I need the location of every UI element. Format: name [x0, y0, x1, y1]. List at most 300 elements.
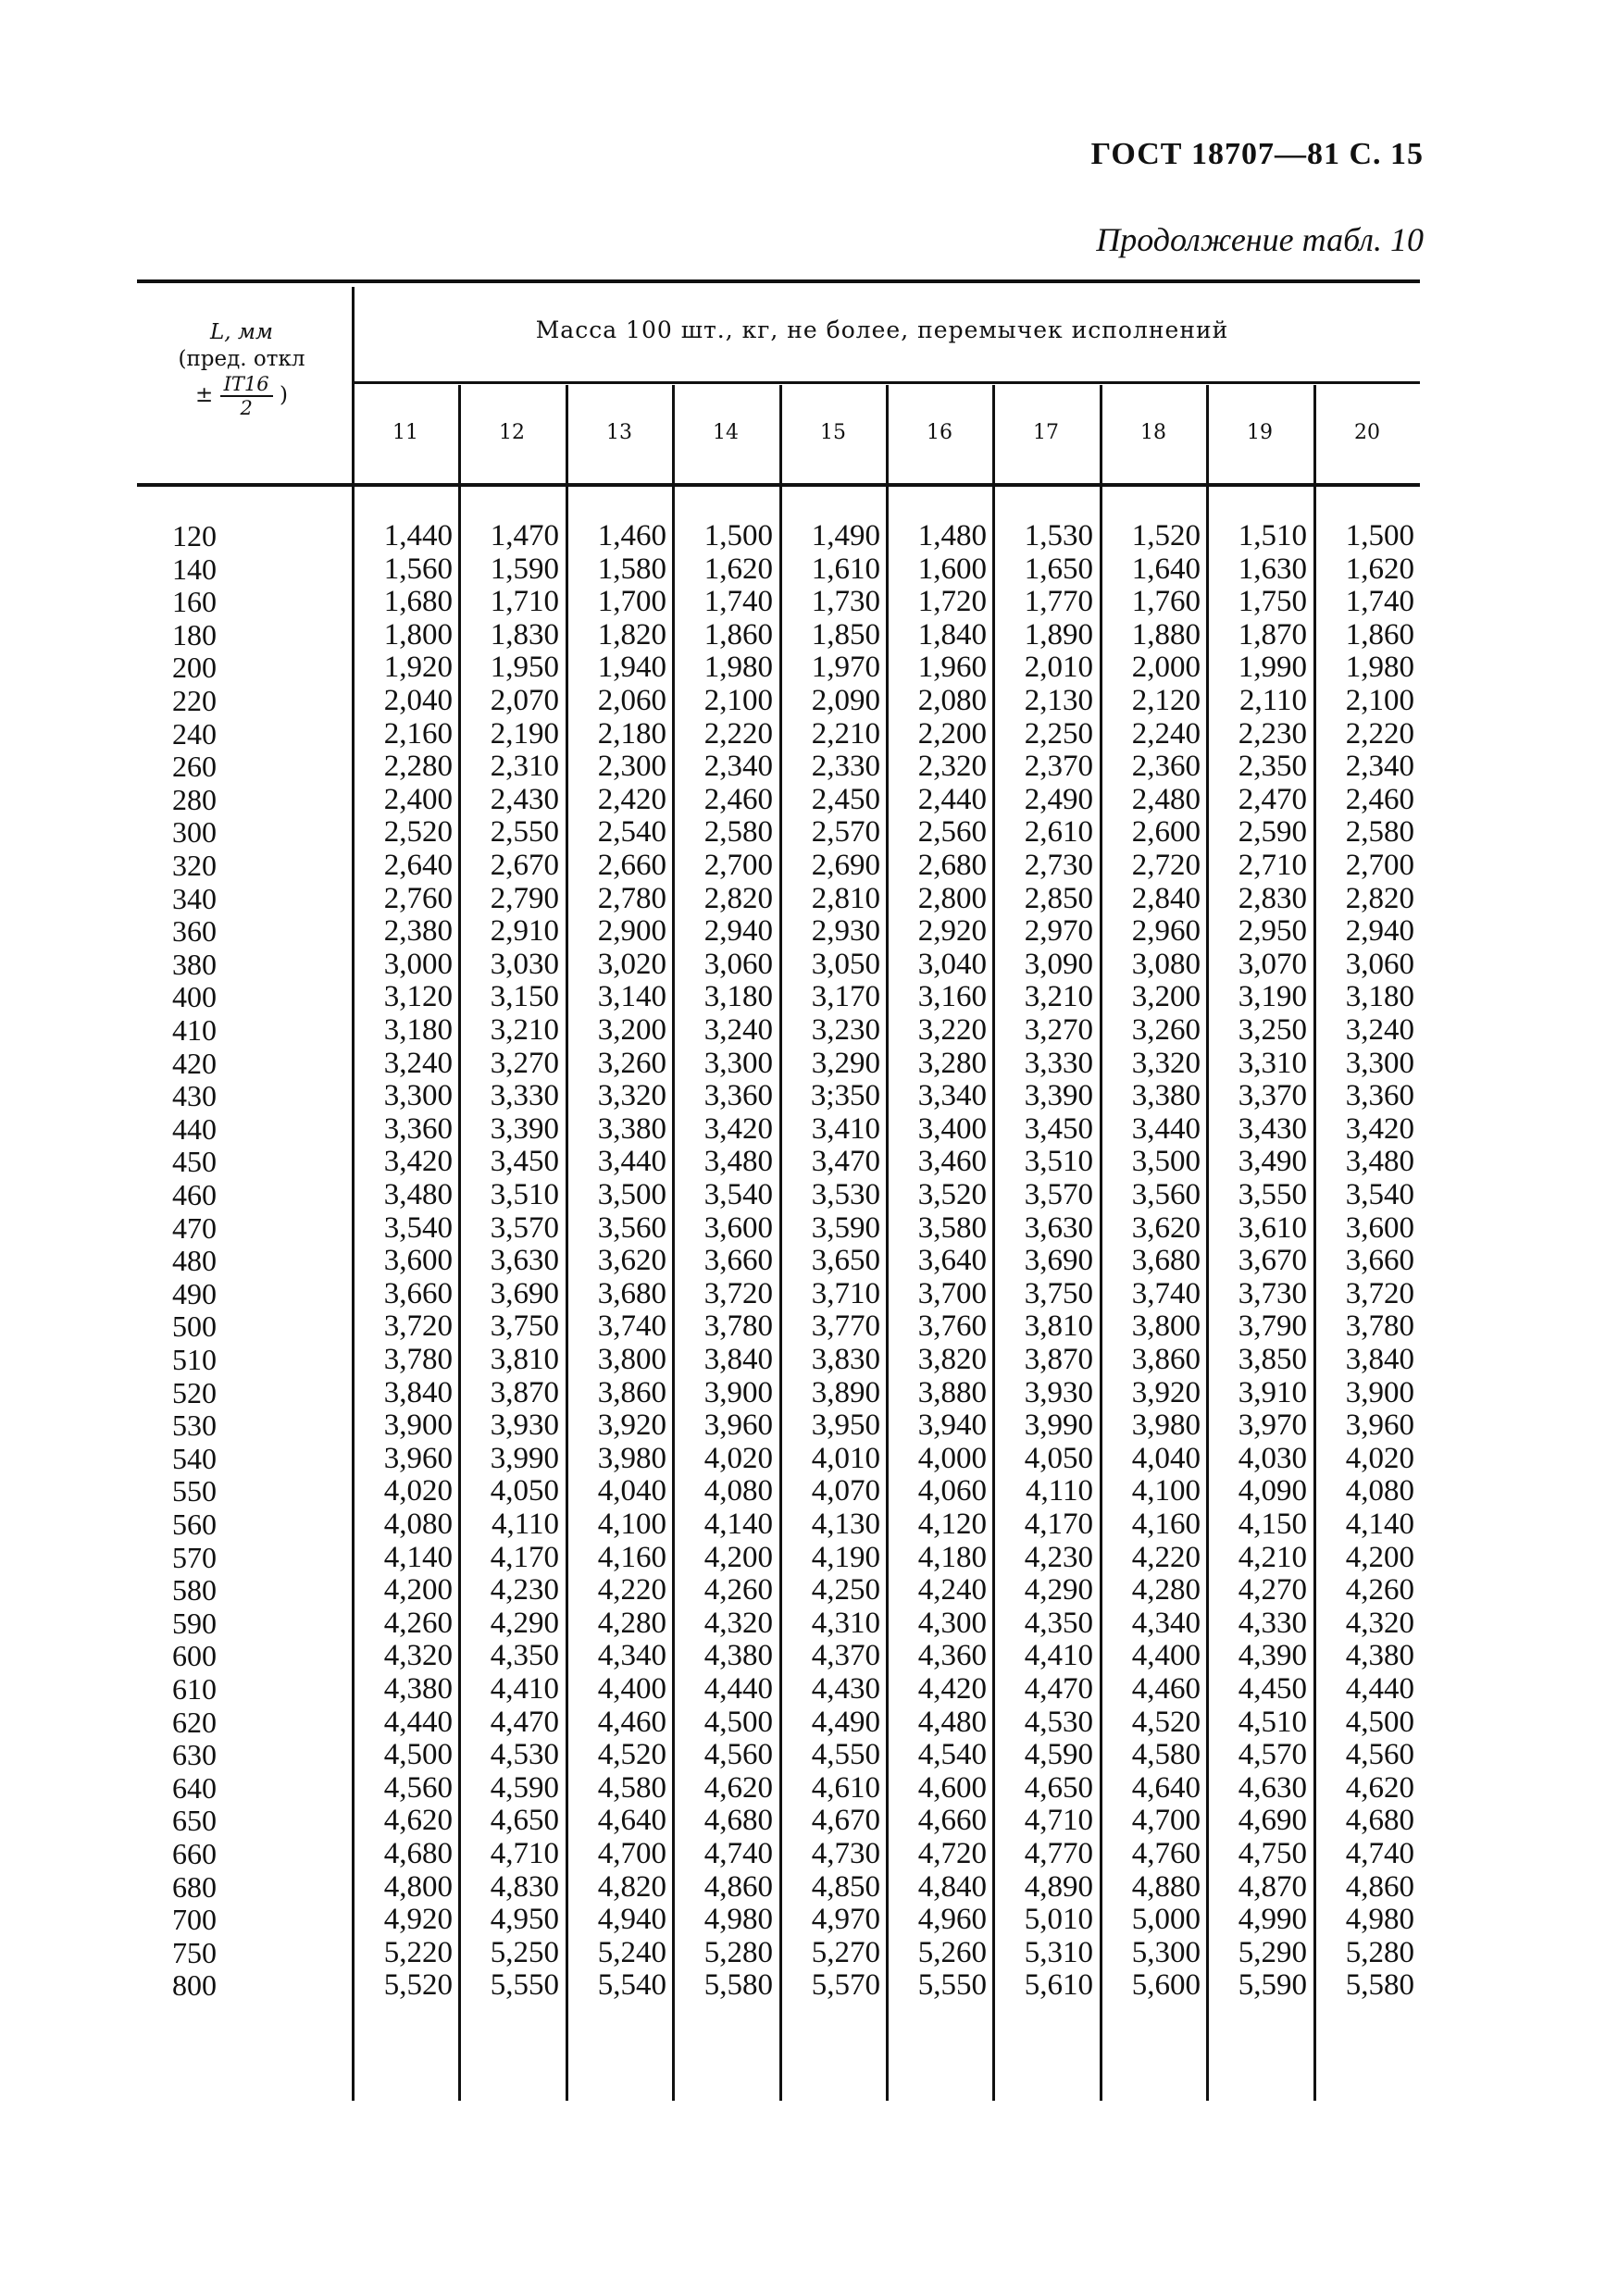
version-column-header: 18: [1140, 421, 1166, 444]
mass-cell: 3,860: [597, 1375, 666, 1409]
mass-cell: 1,560: [383, 552, 453, 586]
mass-cell: 3,380: [1131, 1079, 1201, 1113]
mass-cell: 3,820: [917, 1343, 987, 1376]
mass-cell: 4,990: [1238, 1903, 1307, 1937]
mass-cell: 2,100: [1345, 684, 1414, 717]
length-cell: 560: [172, 1508, 217, 1541]
mass-cell: 2,220: [703, 716, 773, 751]
mass-cell: 4,080: [1345, 1474, 1414, 1508]
mass-cell: 3,800: [597, 1343, 666, 1376]
mass-cell: 5,220: [383, 1935, 453, 1969]
mass-cell: 3,900: [703, 1375, 773, 1409]
mass-cell: 4,350: [490, 1639, 559, 1673]
mass-cell: 2,470: [1238, 782, 1307, 816]
mass-cell: 3,840: [383, 1375, 453, 1409]
mass-cell: 4,100: [597, 1508, 666, 1541]
mass-cell: 1,440: [383, 519, 453, 552]
table-row: [0, 1805, 1618, 1838]
length-cell: 460: [172, 1178, 217, 1211]
mass-cell: 4,320: [1345, 1606, 1414, 1640]
mass-cell: 3,060: [1345, 947, 1414, 981]
mass-cell: 4,700: [597, 1837, 666, 1870]
length-cell: 430: [172, 1079, 217, 1113]
mass-cell: 3,570: [490, 1210, 559, 1245]
mass-cell: 3,700: [917, 1276, 987, 1310]
mass-cell: 3,270: [1024, 1013, 1093, 1047]
mass-cell: 1,590: [490, 552, 559, 586]
mass-cell: 2,930: [811, 914, 880, 949]
mass-cell: 4,830: [490, 1869, 559, 1904]
table-row: [0, 1838, 1618, 1871]
mass-cell: 2,820: [1345, 881, 1414, 915]
mass-cell: 3,770: [811, 1309, 880, 1344]
mass-cell: 3,720: [1345, 1276, 1414, 1310]
mass-cell: 2,210: [811, 716, 880, 751]
mass-cell: 4,680: [703, 1804, 773, 1838]
table-row: [0, 751, 1618, 784]
table-top-rule: [137, 279, 1420, 283]
mass-cell: 3,480: [1345, 1145, 1414, 1179]
length-cell: 240: [172, 716, 217, 751]
length-cell: 180: [172, 617, 217, 652]
mass-cell: 3,810: [490, 1343, 559, 1376]
length-cell: 320: [172, 849, 217, 882]
mass-cell: 2,430: [490, 782, 559, 816]
mass-cell: 3,890: [811, 1375, 880, 1409]
mass-cell: 3,990: [1024, 1409, 1093, 1443]
mass-cell: 2,540: [597, 815, 666, 850]
mass-cell: 5,590: [1238, 1968, 1307, 2003]
mass-cell: 1,880: [1131, 617, 1201, 652]
mass-cell: 5,600: [1131, 1968, 1201, 2003]
mass-cell: 1,490: [811, 519, 880, 552]
mass-cell: 4,460: [597, 1705, 666, 1739]
mass-cell: 3,660: [703, 1244, 773, 1278]
mass-cell: 2,280: [383, 750, 453, 784]
table-row: [0, 1969, 1618, 2003]
table-row: [0, 1772, 1618, 1806]
mass-cell: 3,320: [597, 1079, 666, 1113]
mass-cell: 3,660: [383, 1276, 453, 1310]
mass-cell: 2,700: [703, 849, 773, 882]
length-cell: 380: [172, 947, 217, 981]
mass-cell: 3,250: [1238, 1013, 1307, 1047]
mass-cell: 1,940: [597, 651, 666, 685]
mass-cell: 2,360: [1131, 750, 1201, 784]
mass-cell: 4,150: [1238, 1508, 1307, 1541]
mass-cell: 1,610: [811, 552, 880, 586]
mass-cell: 4,920: [383, 1903, 453, 1937]
mass-cell: 2,850: [1024, 881, 1093, 915]
mass-cell: 3,960: [1345, 1409, 1414, 1443]
mass-cell: 1,470: [490, 519, 559, 552]
mass-cell: 2,940: [703, 914, 773, 949]
mass-cell: 4,280: [597, 1606, 666, 1640]
mass-cell: 4,970: [811, 1903, 880, 1937]
mass-cell: 4,560: [703, 1738, 773, 1772]
mass-cell: 4,290: [490, 1606, 559, 1640]
mass-cell: 2,580: [703, 815, 773, 850]
mass-cell: 3,420: [1345, 1111, 1414, 1146]
mass-cell: 1,530: [1024, 519, 1093, 552]
mass-cell: 2,710: [1238, 849, 1307, 882]
mass-cell: 3,950: [811, 1409, 880, 1443]
mass-cell: 4,200: [703, 1540, 773, 1574]
mass-cell: 3,620: [1131, 1210, 1201, 1245]
mass-cell: 2,160: [383, 716, 453, 751]
mass-cell: 4,690: [1238, 1804, 1307, 1838]
mass-cell: 4,440: [383, 1705, 453, 1739]
mass-cell: 4,500: [703, 1705, 773, 1739]
mass-cell: 4,050: [490, 1474, 559, 1508]
mass-cell: 3,610: [1238, 1210, 1307, 1245]
mass-cell: 3,510: [1024, 1145, 1093, 1179]
table-row: [0, 883, 1618, 916]
mass-cell: 4,890: [1024, 1869, 1093, 1904]
length-column-header: [137, 319, 346, 419]
mass-cell: 2,090: [811, 684, 880, 717]
mass-cell: 4,010: [811, 1441, 880, 1475]
mass-cell: 3,260: [597, 1046, 666, 1080]
mass-cell: 5,270: [811, 1935, 880, 1969]
mass-cell: 3,300: [703, 1046, 773, 1080]
mass-cell: 4,370: [811, 1639, 880, 1673]
mass-cell: 2,330: [811, 750, 880, 784]
mass-cell: 2,700: [1345, 849, 1414, 882]
mass-cell: 2,780: [597, 881, 666, 915]
length-cell: 590: [172, 1606, 217, 1640]
mass-cell: 4,120: [917, 1508, 987, 1541]
mass-cell: 2,240: [1131, 716, 1201, 751]
mass-cell: 5,260: [917, 1935, 987, 1969]
length-cell: 500: [172, 1309, 217, 1344]
length-cell: 570: [172, 1540, 217, 1574]
mass-cell: 3,990: [490, 1441, 559, 1475]
mass-cell: 3,750: [490, 1309, 559, 1344]
mass-cell: 4,080: [703, 1474, 773, 1508]
mass-cell: 2,310: [490, 750, 559, 784]
mass-cell: 4,130: [811, 1508, 880, 1541]
length-cell: 300: [172, 815, 217, 850]
mass-cell: 4,470: [490, 1705, 559, 1739]
length-cell: 200: [172, 651, 217, 685]
mass-cell: 3,540: [383, 1210, 453, 1245]
table-row: [0, 1377, 1618, 1410]
mass-cell: 3,260: [1131, 1013, 1201, 1047]
mass-cell: 2,200: [917, 716, 987, 751]
mass-cell: 3,870: [490, 1375, 559, 1409]
table-row: [0, 1739, 1618, 1772]
table-row: [0, 1344, 1618, 1377]
mass-cell: 3,450: [1024, 1111, 1093, 1146]
length-cell: 360: [172, 914, 217, 949]
mass-cell: 3,680: [1131, 1244, 1201, 1278]
mass-cell: 2,900: [597, 914, 666, 949]
mass-cell: 2,600: [1131, 815, 1201, 850]
mass-cell: 2,300: [597, 750, 666, 784]
mass-cell: 3,120: [383, 980, 453, 1014]
mass-cell: 3,440: [1131, 1111, 1201, 1146]
mass-cell: 2,400: [383, 782, 453, 816]
mass-cell: 3,030: [490, 947, 559, 981]
mass-cell: 4,620: [383, 1804, 453, 1838]
mass-cell: 3,360: [1345, 1079, 1414, 1113]
table-row: [0, 1409, 1618, 1443]
mass-cell: 1,840: [917, 617, 987, 652]
mass-cell: 2,340: [1345, 750, 1414, 784]
table-row: [0, 1871, 1618, 1905]
mass-cell: 2,420: [597, 782, 666, 816]
mass-cell: 2,910: [490, 914, 559, 949]
mass-cell: 4,170: [490, 1540, 559, 1574]
mass-cell: 4,580: [597, 1770, 666, 1805]
mass-cell: 3,810: [1024, 1309, 1093, 1344]
mass-cell: 4,040: [1131, 1441, 1201, 1475]
mass-cell: 3,900: [383, 1409, 453, 1443]
mass-cell: 5,550: [917, 1968, 987, 2003]
mass-cell: 1,640: [1131, 552, 1201, 586]
mass-cell: 4,420: [917, 1672, 987, 1706]
table-row: [0, 1673, 1618, 1706]
mass-cell: 1,630: [1238, 552, 1307, 586]
mass-cell: 3,840: [703, 1343, 773, 1376]
mass-cell: 4,340: [597, 1639, 666, 1673]
mass-cell: 1,500: [1345, 519, 1414, 552]
length-cell: 550: [172, 1474, 217, 1508]
mass-cell: 2,550: [490, 815, 559, 850]
mass-cell: 3,410: [811, 1111, 880, 1146]
table-row: [0, 1640, 1618, 1673]
length-cell: 410: [172, 1013, 217, 1047]
tolerance-label: (пред. откл: [178, 347, 305, 371]
mass-cell: 2,720: [1131, 849, 1201, 882]
mass-cell: 2,690: [811, 849, 880, 882]
mass-cell: 3,330: [490, 1079, 559, 1113]
mass-cell: 4,450: [1238, 1672, 1307, 1706]
mass-cell: 2,460: [1345, 782, 1414, 816]
mass-cell: 4,410: [1024, 1639, 1093, 1673]
table-row: [0, 1574, 1618, 1607]
mass-cell: 5,010: [1024, 1903, 1093, 1937]
mass-cell: 4,740: [1345, 1837, 1414, 1870]
mass-cell: 3,960: [383, 1441, 453, 1475]
mass-cell: 3,020: [597, 947, 666, 981]
mass-cell: 2,060: [597, 684, 666, 717]
mass-cell: 3,450: [490, 1145, 559, 1179]
mass-cell: 3,980: [1131, 1409, 1201, 1443]
mass-cell: 3,720: [383, 1309, 453, 1344]
mass-cell: 1,650: [1024, 552, 1093, 586]
mass-cell: 3,180: [383, 1013, 453, 1047]
mass-cell: 3,840: [1345, 1343, 1414, 1376]
mass-cell: 1,830: [490, 617, 559, 652]
mass-cell: 4,500: [1345, 1705, 1414, 1739]
mass-cell: 3,240: [703, 1013, 773, 1047]
mass-cell: 1,890: [1024, 617, 1093, 652]
mass-cell: 2,380: [383, 914, 453, 949]
mass-cell: 2,760: [383, 881, 453, 915]
mass-cell: 2,960: [1131, 914, 1201, 949]
mass-cell: 4,740: [703, 1837, 773, 1870]
mass-cell: 3,920: [597, 1409, 666, 1443]
mass-cell: 4,650: [490, 1804, 559, 1838]
table-row: [0, 1245, 1618, 1278]
length-cell: 160: [172, 585, 217, 619]
mass-cell: 3,560: [597, 1210, 666, 1245]
mass-cell: 3,340: [917, 1079, 987, 1113]
mass-cell: 2,320: [917, 750, 987, 784]
mass-cell: 4,670: [811, 1804, 880, 1838]
mass-cell: 2,570: [811, 815, 880, 850]
mass-cell: 2,220: [1345, 716, 1414, 751]
mass-cell: 3,830: [811, 1343, 880, 1376]
mass-cell: 4,030: [1238, 1441, 1307, 1475]
mass-cell: 4,870: [1238, 1869, 1307, 1904]
mass-cell: 4,180: [917, 1540, 987, 1574]
mass-cell: 4,320: [383, 1639, 453, 1673]
mass-cell: 4,160: [597, 1540, 666, 1574]
mass-cell: 2,730: [1024, 849, 1093, 882]
mass-cell: 1,500: [703, 519, 773, 552]
mass-cell: 4,560: [383, 1770, 453, 1805]
mass-cell: 4,550: [811, 1738, 880, 1772]
mass-cell: 3,480: [703, 1145, 773, 1179]
table-row: [0, 520, 1618, 553]
mass-cell: 3,480: [383, 1178, 453, 1211]
length-symbol: L, мм: [209, 320, 274, 344]
mass-cell: 2,950: [1238, 914, 1307, 949]
mass-cell: 3,880: [917, 1375, 987, 1409]
mass-cell: 3,080: [1131, 947, 1201, 981]
mass-cell: 4,620: [1345, 1770, 1414, 1805]
mass-cell: 4,800: [383, 1869, 453, 1904]
mass-cell: 2,040: [383, 684, 453, 717]
mass-cell: 2,840: [1131, 881, 1201, 915]
length-cell: 700: [172, 1903, 217, 1937]
version-column-header: 19: [1247, 421, 1273, 444]
mass-cell: 3,640: [917, 1244, 987, 1278]
mass-cell: 2,590: [1238, 815, 1307, 850]
mass-cell: 4,570: [1238, 1738, 1307, 1772]
mass-cell: 3,090: [1024, 947, 1093, 981]
mass-cell: 5,570: [811, 1968, 880, 2003]
mass-cell: 4,140: [383, 1540, 453, 1574]
mass-cell: 3,390: [1024, 1079, 1093, 1113]
fraction-denominator: 2: [240, 397, 253, 419]
mass-cell: 3,530: [811, 1178, 880, 1211]
table-row: [0, 1904, 1618, 1937]
mass-cell: 3,300: [1345, 1046, 1414, 1080]
length-cell: 620: [172, 1705, 217, 1739]
mass-cell: 3,670: [1238, 1244, 1307, 1278]
mass-cell: 4,200: [1345, 1540, 1414, 1574]
mass-cell: 3,600: [1345, 1210, 1414, 1245]
table-row: [0, 1706, 1618, 1740]
mass-cell: 4,730: [811, 1837, 880, 1870]
mass-cell: 4,300: [917, 1606, 987, 1640]
mass-cell: 4,190: [811, 1540, 880, 1574]
mass-cell: 4,520: [597, 1738, 666, 1772]
mass-cell: 4,480: [917, 1705, 987, 1739]
table-caption: Продолжение табл. 10: [1096, 221, 1424, 258]
mass-cell: 3,800: [1131, 1309, 1201, 1344]
mass-cell: 4,290: [1024, 1573, 1093, 1607]
table-row: [0, 1310, 1618, 1344]
mass-cell: 3,180: [1345, 980, 1414, 1014]
mass-cell: 2,970: [1024, 914, 1093, 949]
mass-cell: 1,750: [1238, 585, 1307, 619]
mass-cell: 4,340: [1131, 1606, 1201, 1640]
mass-cell: 4,040: [597, 1474, 666, 1508]
mass-cell: 3,270: [490, 1046, 559, 1080]
length-cell: 140: [172, 552, 217, 586]
length-cell: 490: [172, 1276, 217, 1310]
version-column-header: 12: [499, 421, 525, 444]
mass-cell: 3,630: [1024, 1210, 1093, 1245]
length-cell: 800: [172, 1968, 217, 2003]
mass-cell: 1,680: [383, 585, 453, 619]
mass-cell: 3,900: [1345, 1375, 1414, 1409]
mass-cell: 1,860: [703, 617, 773, 652]
mass-cell: 2,180: [597, 716, 666, 751]
mass-cell: 3,540: [703, 1178, 773, 1211]
mass-cell: 4,320: [703, 1606, 773, 1640]
mass-cell: 5,290: [1238, 1935, 1307, 1969]
mass-cell: 1,760: [1131, 585, 1201, 619]
mass-cell: 4,050: [1024, 1441, 1093, 1475]
mass-cell: 3,780: [1345, 1309, 1414, 1344]
mass-cell: 3,290: [811, 1046, 880, 1080]
mass-cell: 4,820: [597, 1869, 666, 1904]
table-row: [0, 1179, 1618, 1212]
mass-cell: 3,580: [917, 1210, 987, 1245]
mass-cell: 2,520: [383, 815, 453, 850]
mass-cell: 3,430: [1238, 1111, 1307, 1146]
mass-cell: 3,590: [811, 1210, 880, 1245]
mass-cell: 1,850: [811, 617, 880, 652]
mass-cell: 3,380: [597, 1111, 666, 1146]
mass-cell: 4,640: [597, 1804, 666, 1838]
mass-cell: 1,510: [1238, 519, 1307, 552]
mass-cell: 5,580: [1345, 1968, 1414, 2003]
mass-group-header: Масса 100 шт., кг, не более, перемычек исполнений: [535, 316, 1229, 343]
mass-cell: 5,240: [597, 1935, 666, 1969]
mass-cell: 3,230: [811, 1013, 880, 1047]
mass-cell: 4,220: [1131, 1540, 1201, 1574]
table-row: [0, 1014, 1618, 1048]
mass-cell: 3,940: [917, 1409, 987, 1443]
mass-cell: 4,840: [917, 1869, 987, 1904]
mass-cell: 4,660: [917, 1804, 987, 1838]
mass-cell: 3,790: [1238, 1309, 1307, 1344]
length-cell: 630: [172, 1738, 217, 1772]
mass-cell: 4,650: [1024, 1770, 1093, 1805]
mass-cell: 4,110: [491, 1508, 559, 1541]
mass-cell: 4,260: [1345, 1573, 1414, 1607]
mass-cell: 3,910: [1238, 1375, 1307, 1409]
mass-cell: 1,860: [1345, 617, 1414, 652]
mass-cell: 4,760: [1131, 1837, 1201, 1870]
mass-cell: 4,620: [703, 1770, 773, 1805]
length-cell: 470: [172, 1210, 217, 1245]
mass-cell: 2,830: [1238, 881, 1307, 915]
mass-cell: 3,550: [1238, 1178, 1307, 1211]
mass-cell: 4,230: [1024, 1540, 1093, 1574]
mass-cell: 4,540: [917, 1738, 987, 1772]
table-row: [0, 685, 1618, 718]
header-bottom-rule: [137, 483, 1420, 487]
mass-cell: 2,640: [383, 849, 453, 882]
